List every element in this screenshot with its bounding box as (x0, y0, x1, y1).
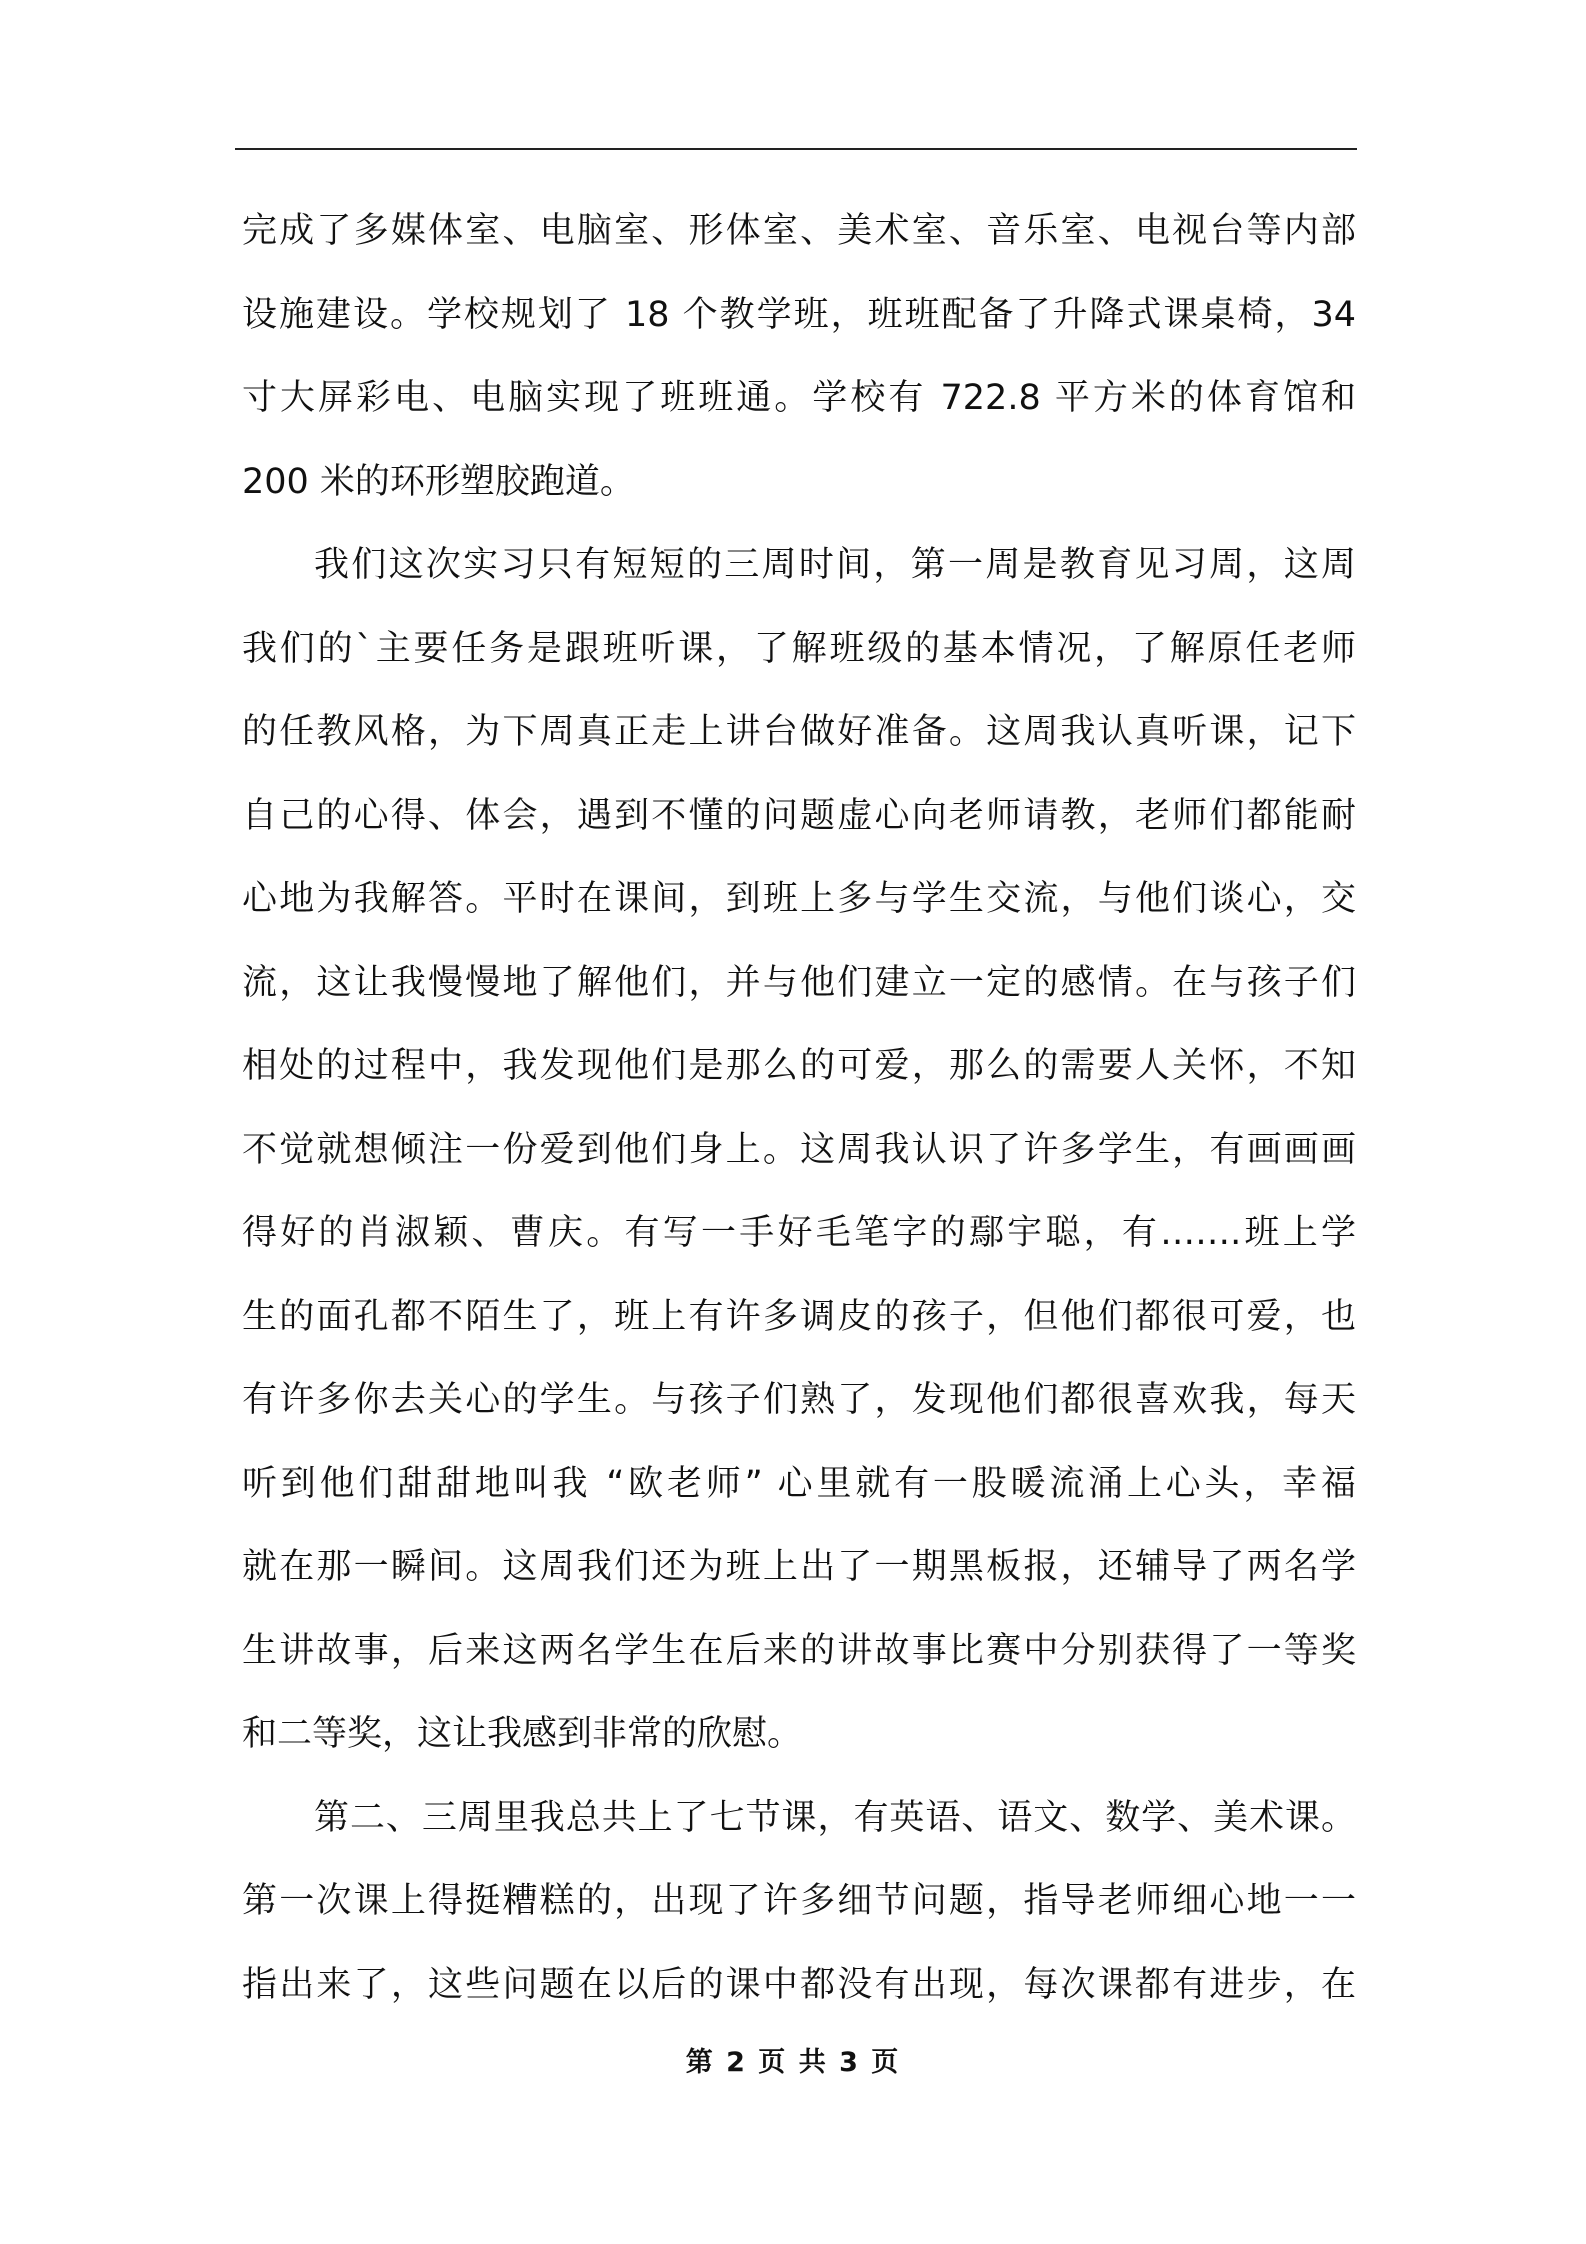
text-line: 的任教风格，为下周真正走上讲台做好准备。这周我认真听课，记下 (242, 712, 1356, 752)
text-line: 心地为我解答。平时在课间，到班上多与学生交流，与他们谈心，交 (242, 879, 1356, 919)
text-line: 我们的`主要任务是跟班听课，了解班级的基本情况，了解原任老师 (242, 628, 1356, 669)
text-line: 指出来了，这些问题在以后的课中都没有出现，每次课都有进步，在 (242, 1964, 1356, 2005)
text-line: 我们这次实习只有短短的三周时间，第一周是教育见习周，这周 (314, 545, 1356, 585)
text-line: 和二等奖，这让我感到非常的欣慰。 (242, 1714, 803, 1754)
text-line: 不觉就想倾注一份爱到他们身上。这周我认识了许多学生，有画画画 (242, 1129, 1356, 1170)
text-line: 设施建设。学校规划了 18 个教学班，班班配备了升降式课桌椅，34 (242, 294, 1356, 335)
header-rule (235, 148, 1357, 150)
page-footer (0, 2040, 1586, 2079)
text-line: 完成了多媒体室、电脑室、形体室、美术室、音乐室、电视台等内部 (242, 211, 1356, 251)
text-line: 第一次课上得挺糟糕的，出现了许多细节问题，指导老师细心地一一 (242, 1881, 1356, 1921)
text-line: 相处的过程中，我发现他们是那么的可爱，那么的需要人关怀，不知 (242, 1046, 1356, 1086)
text-line: 自己的心得、体会，遇到不懂的问题虚心向老师请教，老师们都能耐 (242, 795, 1356, 836)
text-line: 就在那一瞬间。这周我们还为班上出了一期黑板报，还辅导了两名学 (242, 1547, 1356, 1587)
text-line: 200 米的环形塑胶跑道。 (242, 461, 635, 502)
body-text (242, 190, 1356, 2027)
text-line: 有许多你去关心的学生。与孩子们熟了，发现他们都很喜欢我，每天 (242, 1380, 1356, 1420)
page-number-label: 第 2 页 共 3 页 (685, 2047, 901, 2078)
text-line: 寸大屏彩电、电脑实现了班班通。学校有 722.8 平方米的体育馆和 (242, 378, 1356, 418)
text-line: 生讲故事，后来这两名学生在后来的讲故事比赛中分别获得了一等奖 (242, 1630, 1356, 1671)
text-line: 听到他们甜甜地叫我 “欧老师” 心里就有一股暖流涌上心头，幸福 (242, 1463, 1356, 1504)
text-line: 得好的肖淑颖、曹庆。有写一手好毛笔字的鄢宇聪，有…….班上学 (242, 1213, 1356, 1253)
text-line: 生的面孔都不陌生了，班上有许多调皮的孩子，但他们都很可爱，也 (242, 1296, 1356, 1337)
text-line: 流，这让我慢慢地了解他们，并与他们建立一定的感情。在与孩子们 (242, 962, 1356, 1003)
text-line: 第二、三周里我总共上了七节课，有英语、语文、数学、美术课。 (314, 1797, 1356, 1838)
